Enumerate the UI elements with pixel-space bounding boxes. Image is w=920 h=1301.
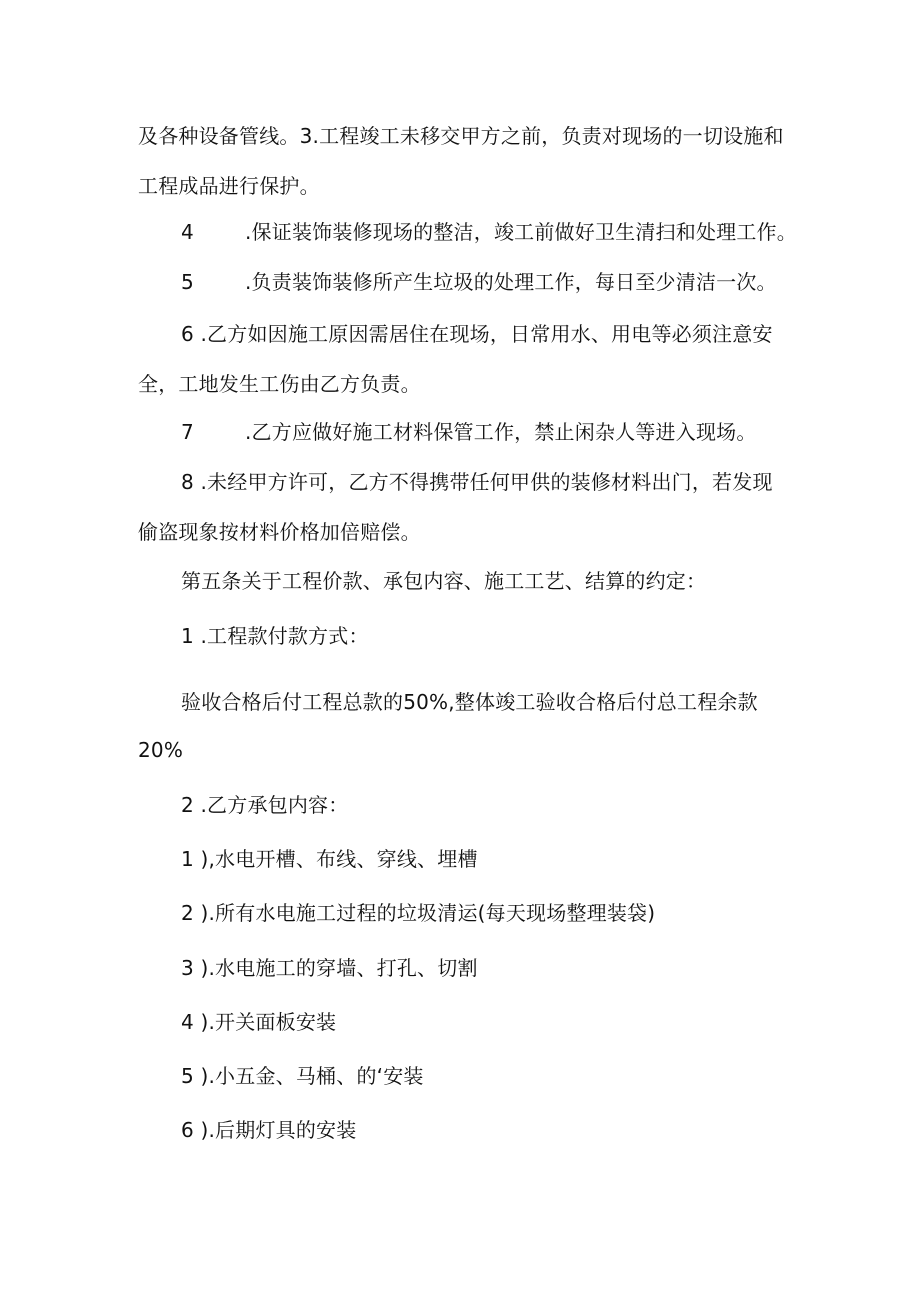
item-6-line-2: 全，工地发生工伤由乙方负责。 [138,372,421,396]
item-6-line-1: 6 .乙方如因施工原因需居住在现场，日常用水、用电等必须注意安 [181,322,773,346]
payment-terms-line-1: 验收合格后付工程总款的50%,整体竣工验收合格后付总工程余款 [181,690,758,714]
scope-item-1: 1 ),水电开槽、布线、穿线、埋槽 [181,847,478,871]
item-7-text: .乙方应做好施工材料保管工作，禁止闲杂人等进入现场。 [245,420,757,444]
item-4-text: .保证装饰装修现场的整洁，竣工前做好卫生清扫和处理工作。 [245,220,797,244]
payment-terms-line-2: 20% [138,738,184,762]
scope-item-4: 4 ).开关面板安装 [181,1010,337,1034]
item-5-number: 5 [181,270,194,294]
article-5-heading: 第五条关于工程价款、承包内容、施工工艺、结算的约定： [181,569,707,593]
item-8-line-1: 8 .未经甲方许可，乙方不得携带任何甲供的装修材料出门，若发现 [181,470,773,494]
item-4-number: 4 [181,220,194,244]
item-7-number: 7 [181,420,194,444]
paragraph-line-2: 工程成品进行保护。 [138,174,320,198]
scope-item-2: 2 ).所有水电施工过程的垃圾清运(每天现场整理装袋) [181,901,656,925]
scope-item-6: 6 ).后期灯具的安装 [181,1118,357,1142]
payment-method-heading: 1 .工程款付款方式： [181,624,369,648]
paragraph-line-1: 及各种设备管线。3.工程竣工未移交甲方之前，负责对现场的一切设施和 [138,124,784,148]
scope-heading: 2 .乙方承包内容： [181,793,349,817]
item-8-line-2: 偷盗现象按材料价格加倍赔偿。 [138,520,421,544]
scope-item-3: 3 ).水电施工的穿墙、打孔、切割 [181,956,478,980]
item-5-text: .负责装饰装修所产生垃圾的处理工作，每日至少清洁一次。 [245,270,777,294]
scope-item-5: 5 ).小五金、马桶、的‘安装 [181,1064,424,1088]
